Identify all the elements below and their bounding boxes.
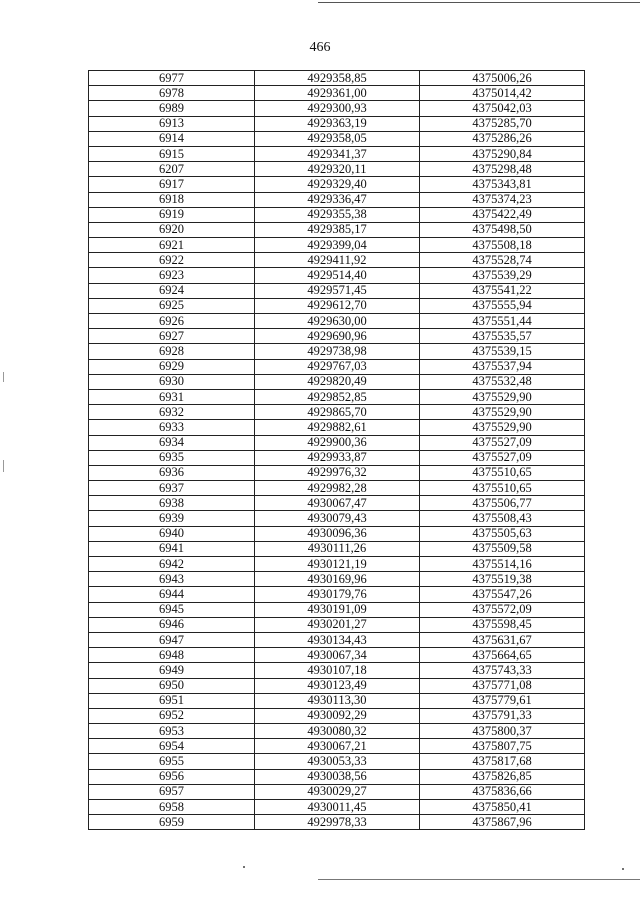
x-coordinate-cell: 4930123,49: [255, 678, 420, 693]
table-row: [89, 344, 585, 359]
y-coordinate-cell: 4375598,45: [420, 617, 585, 632]
coordinates-table-body: [89, 71, 585, 830]
x-coordinate-cell: 4930067,21: [255, 739, 420, 754]
y-coordinate-cell: 4375498,50: [420, 222, 585, 237]
point-number-cell: 6941: [89, 541, 255, 556]
x-coordinate-cell: 4930107,18: [255, 663, 420, 678]
y-coordinate-cell: 4375519,38: [420, 572, 585, 587]
table-row: [89, 572, 585, 587]
y-coordinate-cell: 4375537,94: [420, 359, 585, 374]
bottom-rule: [318, 879, 640, 880]
y-coordinate-cell: 4375541,22: [420, 283, 585, 298]
point-number-cell: 6949: [89, 663, 255, 678]
x-coordinate-cell: 4930080,32: [255, 724, 420, 739]
x-coordinate-cell: 4930169,96: [255, 572, 420, 587]
y-coordinate-cell: 4375532,48: [420, 374, 585, 389]
scan-edge-mark: [3, 372, 4, 382]
y-coordinate-cell: 4375817,68: [420, 754, 585, 769]
y-coordinate-cell: 4375505,63: [420, 526, 585, 541]
x-coordinate-cell: 4930121,19: [255, 557, 420, 572]
table-row: [89, 708, 585, 723]
table-row: [89, 769, 585, 784]
point-number-cell: 6978: [89, 86, 255, 101]
y-coordinate-cell: 4375286,26: [420, 131, 585, 146]
table-row: [89, 116, 585, 131]
x-coordinate-cell: 4929300,93: [255, 101, 420, 116]
point-number-cell: 6948: [89, 648, 255, 663]
x-coordinate-cell: 4930029,27: [255, 784, 420, 799]
y-coordinate-cell: 4375006,26: [420, 71, 585, 86]
table-row: [89, 359, 585, 374]
y-coordinate-cell: 4375539,29: [420, 268, 585, 283]
table-row: [89, 162, 585, 177]
table-row: [89, 663, 585, 678]
y-coordinate-cell: 4375535,57: [420, 329, 585, 344]
x-coordinate-cell: 4929820,49: [255, 374, 420, 389]
table-row: [89, 207, 585, 222]
point-number-cell: 6922: [89, 253, 255, 268]
point-number-cell: 6945: [89, 602, 255, 617]
x-coordinate-cell: 4929882,61: [255, 420, 420, 435]
table-row: [89, 800, 585, 815]
y-coordinate-cell: 4375631,67: [420, 632, 585, 647]
y-coordinate-cell: 4375529,90: [420, 389, 585, 404]
x-coordinate-cell: 4929329,40: [255, 177, 420, 192]
scan-edge-mark: [3, 460, 4, 472]
y-coordinate-cell: 4375743,33: [420, 663, 585, 678]
table-row: [89, 678, 585, 693]
table-row: [89, 101, 585, 116]
y-coordinate-cell: 4375826,85: [420, 769, 585, 784]
x-coordinate-cell: 4929865,70: [255, 405, 420, 420]
point-number-cell: 6931: [89, 389, 255, 404]
x-coordinate-cell: 4929320,11: [255, 162, 420, 177]
table-row: [89, 192, 585, 207]
y-coordinate-cell: 4375510,65: [420, 481, 585, 496]
x-coordinate-cell: 4929933,87: [255, 450, 420, 465]
point-number-cell: 6989: [89, 101, 255, 116]
table-row: [89, 465, 585, 480]
x-coordinate-cell: 4929900,36: [255, 435, 420, 450]
table-row: [89, 298, 585, 313]
y-coordinate-cell: 4375508,43: [420, 511, 585, 526]
y-coordinate-cell: 4375343,81: [420, 177, 585, 192]
x-coordinate-cell: 4930067,47: [255, 496, 420, 511]
table-row: [89, 724, 585, 739]
table-row: [89, 496, 585, 511]
x-coordinate-cell: 4930079,43: [255, 511, 420, 526]
table-row: [89, 617, 585, 632]
point-number-cell: 6956: [89, 769, 255, 784]
x-coordinate-cell: 4929630,00: [255, 314, 420, 329]
top-rule: [318, 2, 640, 3]
point-number-cell: 6207: [89, 162, 255, 177]
x-coordinate-cell: 4929363,19: [255, 116, 420, 131]
table-row: [89, 268, 585, 283]
x-coordinate-cell: 4929978,33: [255, 815, 420, 830]
x-coordinate-cell: 4930191,09: [255, 602, 420, 617]
y-coordinate-cell: 4375551,44: [420, 314, 585, 329]
y-coordinate-cell: 4375514,16: [420, 557, 585, 572]
point-number-cell: 6952: [89, 708, 255, 723]
x-coordinate-cell: 4930111,26: [255, 541, 420, 556]
table-row: [89, 253, 585, 268]
table-row: [89, 587, 585, 602]
point-number-cell: 6926: [89, 314, 255, 329]
point-number-cell: 6950: [89, 678, 255, 693]
table-row: [89, 815, 585, 830]
point-number-cell: 6940: [89, 526, 255, 541]
x-coordinate-cell: 4929411,92: [255, 253, 420, 268]
table-row: [89, 784, 585, 799]
table-row: [89, 481, 585, 496]
x-coordinate-cell: 4930113,30: [255, 693, 420, 708]
point-number-cell: 6954: [89, 739, 255, 754]
x-coordinate-cell: 4930179,76: [255, 587, 420, 602]
y-coordinate-cell: 4375529,90: [420, 420, 585, 435]
point-number-cell: 6932: [89, 405, 255, 420]
x-coordinate-cell: 4929399,04: [255, 238, 420, 253]
x-coordinate-cell: 4929361,00: [255, 86, 420, 101]
point-number-cell: 6951: [89, 693, 255, 708]
x-coordinate-cell: 4929358,85: [255, 71, 420, 86]
x-coordinate-cell: 4929355,38: [255, 207, 420, 222]
x-coordinate-cell: 4930067,34: [255, 648, 420, 663]
y-coordinate-cell: 4375527,09: [420, 435, 585, 450]
table-row: [89, 374, 585, 389]
table-row: [89, 222, 585, 237]
table-row: [89, 329, 585, 344]
point-number-cell: 6923: [89, 268, 255, 283]
x-coordinate-cell: 4929690,96: [255, 329, 420, 344]
table-row: [89, 557, 585, 572]
x-coordinate-cell: 4929738,98: [255, 344, 420, 359]
y-coordinate-cell: 4375539,15: [420, 344, 585, 359]
point-number-cell: 6939: [89, 511, 255, 526]
x-coordinate-cell: 4929514,40: [255, 268, 420, 283]
x-coordinate-cell: 4929336,47: [255, 192, 420, 207]
table-row: [89, 602, 585, 617]
table-row: [89, 754, 585, 769]
y-coordinate-cell: 4375779,61: [420, 693, 585, 708]
table-row: [89, 131, 585, 146]
x-coordinate-cell: 4929976,32: [255, 465, 420, 480]
y-coordinate-cell: 4375791,33: [420, 708, 585, 723]
y-coordinate-cell: 4375555,94: [420, 298, 585, 313]
x-coordinate-cell: 4929571,45: [255, 283, 420, 298]
point-number-cell: 6942: [89, 557, 255, 572]
table-row: [89, 71, 585, 86]
x-coordinate-cell: 4930096,36: [255, 526, 420, 541]
point-number-cell: 6914: [89, 131, 255, 146]
point-number-cell: 6938: [89, 496, 255, 511]
point-number-cell: 6925: [89, 298, 255, 313]
point-number-cell: 6953: [89, 724, 255, 739]
table-row: [89, 739, 585, 754]
y-coordinate-cell: 4375285,70: [420, 116, 585, 131]
x-coordinate-cell: 4929767,03: [255, 359, 420, 374]
point-number-cell: 6927: [89, 329, 255, 344]
scan-speck: [243, 866, 245, 868]
y-coordinate-cell: 4375508,18: [420, 238, 585, 253]
point-number-cell: 6947: [89, 632, 255, 647]
point-number-cell: 6959: [89, 815, 255, 830]
y-coordinate-cell: 4375422,49: [420, 207, 585, 222]
y-coordinate-cell: 4375800,37: [420, 724, 585, 739]
x-coordinate-cell: 4930092,29: [255, 708, 420, 723]
y-coordinate-cell: 4375771,08: [420, 678, 585, 693]
y-coordinate-cell: 4375836,66: [420, 784, 585, 799]
y-coordinate-cell: 4375528,74: [420, 253, 585, 268]
x-coordinate-cell: 4930201,27: [255, 617, 420, 632]
y-coordinate-cell: 4375867,96: [420, 815, 585, 830]
point-number-cell: 6946: [89, 617, 255, 632]
table-row: [89, 526, 585, 541]
table-row: [89, 283, 585, 298]
y-coordinate-cell: 4375547,26: [420, 587, 585, 602]
table-row: [89, 648, 585, 663]
y-coordinate-cell: 4375572,09: [420, 602, 585, 617]
table-row: [89, 420, 585, 435]
x-coordinate-cell: 4930011,45: [255, 800, 420, 815]
y-coordinate-cell: 4375529,90: [420, 405, 585, 420]
x-coordinate-cell: 4929612,70: [255, 298, 420, 313]
point-number-cell: 6934: [89, 435, 255, 450]
y-coordinate-cell: 4375042,03: [420, 101, 585, 116]
point-number-cell: 6913: [89, 116, 255, 131]
y-coordinate-cell: 4375374,23: [420, 192, 585, 207]
point-number-cell: 6958: [89, 800, 255, 815]
point-number-cell: 6957: [89, 784, 255, 799]
x-coordinate-cell: 4929852,85: [255, 389, 420, 404]
table-row: [89, 541, 585, 556]
point-number-cell: 6955: [89, 754, 255, 769]
y-coordinate-cell: 4375290,84: [420, 146, 585, 161]
point-number-cell: 6933: [89, 420, 255, 435]
point-number-cell: 6921: [89, 238, 255, 253]
table-row: [89, 405, 585, 420]
x-coordinate-cell: 4929982,28: [255, 481, 420, 496]
x-coordinate-cell: 4929358,05: [255, 131, 420, 146]
y-coordinate-cell: 4375807,75: [420, 739, 585, 754]
y-coordinate-cell: 4375527,09: [420, 450, 585, 465]
y-coordinate-cell: 4375850,41: [420, 800, 585, 815]
point-number-cell: 6929: [89, 359, 255, 374]
table-row: [89, 86, 585, 101]
table-row: [89, 146, 585, 161]
point-number-cell: 6928: [89, 344, 255, 359]
y-coordinate-cell: 4375664,65: [420, 648, 585, 663]
point-number-cell: 6943: [89, 572, 255, 587]
scan-speck: [622, 868, 624, 870]
y-coordinate-cell: 4375298,48: [420, 162, 585, 177]
point-number-cell: 6977: [89, 71, 255, 86]
point-number-cell: 6924: [89, 283, 255, 298]
table-row: [89, 389, 585, 404]
table-row: [89, 435, 585, 450]
x-coordinate-cell: 4929341,37: [255, 146, 420, 161]
y-coordinate-cell: 4375506,77: [420, 496, 585, 511]
point-number-cell: 6937: [89, 481, 255, 496]
table-row: [89, 693, 585, 708]
point-number-cell: 6936: [89, 465, 255, 480]
table-row: [89, 314, 585, 329]
page-number: 466: [309, 40, 331, 55]
point-number-cell: 6919: [89, 207, 255, 222]
point-number-cell: 6920: [89, 222, 255, 237]
table-row: [89, 238, 585, 253]
table-row: [89, 450, 585, 465]
y-coordinate-cell: 4375014,42: [420, 86, 585, 101]
point-number-cell: 6917: [89, 177, 255, 192]
point-number-cell: 6935: [89, 450, 255, 465]
coordinates-table: [88, 70, 585, 830]
point-number-cell: 6915: [89, 146, 255, 161]
table-row: [89, 632, 585, 647]
table-row: [89, 177, 585, 192]
y-coordinate-cell: 4375509,58: [420, 541, 585, 556]
point-number-cell: 6944: [89, 587, 255, 602]
table-row: [89, 511, 585, 526]
x-coordinate-cell: 4930134,43: [255, 632, 420, 647]
y-coordinate-cell: 4375510,65: [420, 465, 585, 480]
point-number-cell: 6918: [89, 192, 255, 207]
x-coordinate-cell: 4930038,56: [255, 769, 420, 784]
x-coordinate-cell: 4929385,17: [255, 222, 420, 237]
point-number-cell: 6930: [89, 374, 255, 389]
x-coordinate-cell: 4930053,33: [255, 754, 420, 769]
